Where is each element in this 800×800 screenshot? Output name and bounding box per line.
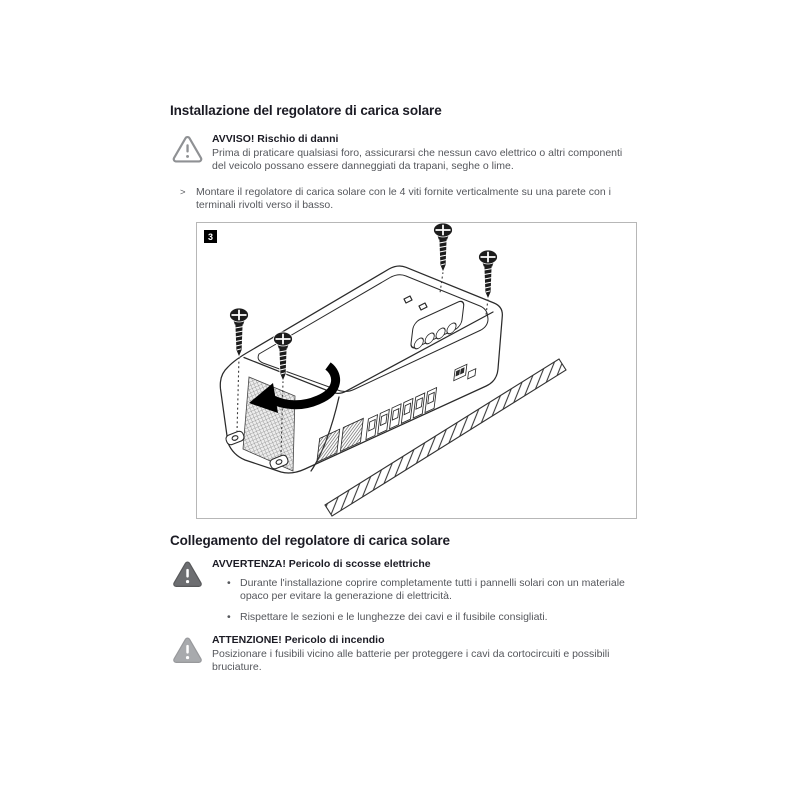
section-title-installation: Installazione del regolatore di carica solare	[170, 103, 442, 118]
bullet-dot: •	[227, 610, 231, 623]
step-instruction	[180, 186, 636, 212]
warning-bullet-text: Rispettare le sezioni e le lunghezze dei cavi e il fusibile consigliati.	[240, 610, 548, 623]
caution-triangle-icon	[172, 634, 212, 674]
notice-text: Prima di praticare qualsiasi foro, assicurarsi che nessun cavo elettrico o altri componenti del veicolo possano essere danneggiati da trapani, seghe o lime.	[212, 147, 623, 172]
caution-block-attenzione	[172, 634, 636, 674]
figure-number-badge: 3	[204, 230, 217, 243]
bullet-dot: •	[227, 577, 231, 589]
warning-label: AVVERTENZA! Pericolo di scosse elettriche	[212, 558, 431, 570]
caution-text: Posizionare i fusibili vicino alle batterie per proteggere i cavi da cortocircuiti e possibili bruciature.	[212, 648, 610, 673]
step-text: Montare il regolatore di carica solare con le 4 viti fornite verticalmente su una parete con i terminali rivolti verso il basso.	[196, 186, 611, 211]
notice-triangle-icon	[172, 133, 212, 173]
figure-3	[196, 222, 637, 519]
warning-bullet-text: Durante l'installazione coprire completamente tutti i pannelli solari con un materiale opaco per evitare la generazione di elettricità.	[240, 577, 625, 602]
notice-label: AVVISO! Rischio di danni	[212, 133, 339, 145]
warning-triangle-icon	[172, 558, 212, 623]
list-item	[212, 611, 636, 624]
warning-bullet-list	[212, 577, 636, 623]
warning-block-avvertenza	[172, 558, 636, 623]
list-item	[212, 577, 636, 603]
step-marker-chevron: >	[180, 187, 186, 198]
charge-controller-illustration	[197, 223, 636, 518]
section-title-connection: Collegamento del regolatore di carica solare	[170, 533, 450, 548]
caution-label: ATTENZIONE! Pericolo di incendio	[212, 634, 385, 646]
notice-block-avviso	[172, 133, 636, 173]
